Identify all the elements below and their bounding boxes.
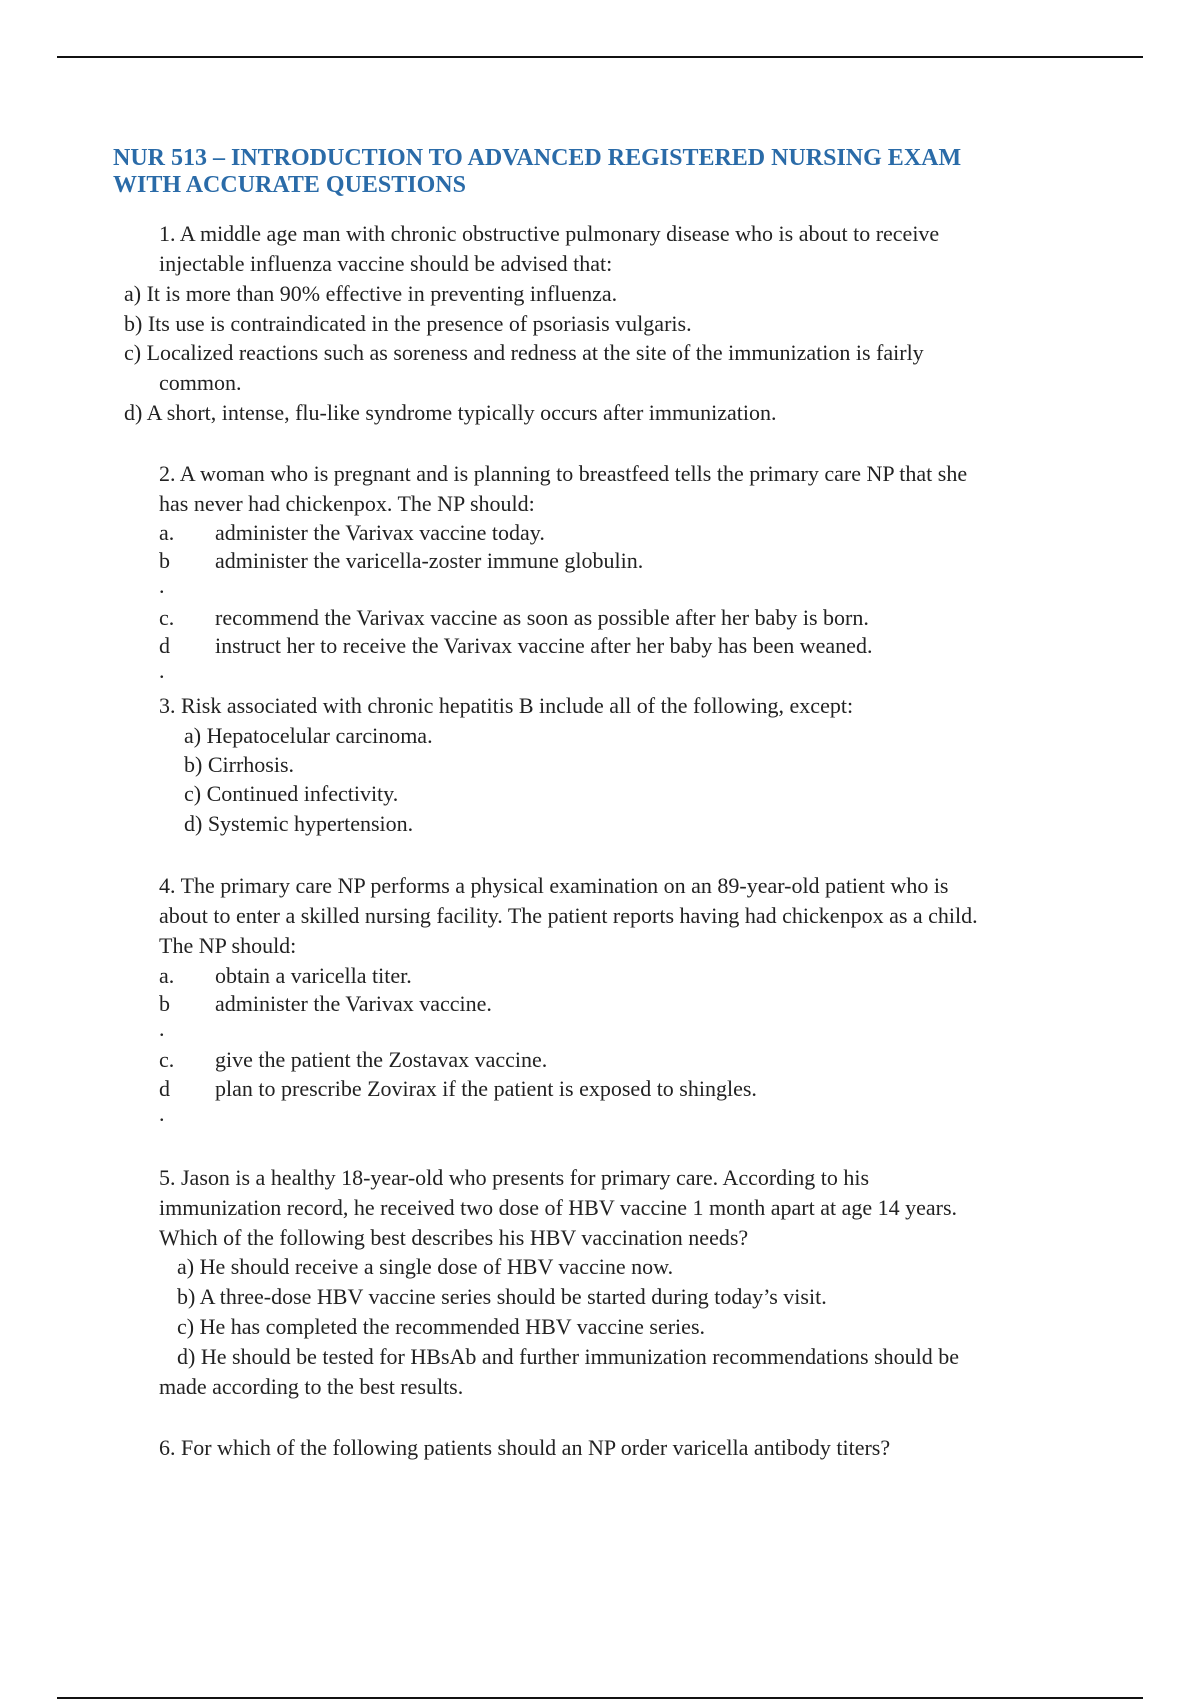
q1-option-d: d) A short, intense, flu-like syndrome typically occurs after immunization.	[124, 400, 777, 425]
q2-stem-line-1: 2. A woman who is pregnant and is planning to breastfeed tells the primary care NP that she	[159, 461, 968, 486]
q2-option-b-letter: b	[159, 548, 170, 573]
q5-option-d-continued: made according to the best results.	[159, 1374, 464, 1399]
q1-option-b: b) Its use is contraindicated in the presence of psoriasis vulgaris.	[124, 311, 692, 336]
q2-option-c-text: recommend the Varivax vaccine as soon as possible after her baby is born.	[215, 605, 869, 630]
q3-option-a: a) Hepatocelular carcinoma.	[184, 723, 433, 748]
q1-stem-line-1: 1. A middle age man with chronic obstructive pulmonary disease who is about to receive	[159, 221, 940, 246]
q1-option-c-continued: common.	[159, 370, 242, 395]
q1-option-c: c) Localized reactions such as soreness and redness at the site of the immunization is fairly	[124, 340, 924, 365]
q2-option-d-dot: .	[159, 658, 165, 683]
top-rule	[57, 56, 1143, 58]
q1-option-a: a) It is more than 90% effective in preventing influenza.	[124, 281, 618, 306]
q3-option-b: b) Cirrhosis.	[184, 752, 294, 777]
q4-option-b-letter: b	[159, 991, 170, 1016]
q5-stem-line-3: Which of the following best describes his HBV vaccination needs?	[159, 1225, 749, 1250]
q2-option-b-text: administer the varicella-zoster immune globulin.	[215, 548, 644, 573]
q2-option-d-letter: d	[159, 633, 170, 658]
q2-option-b-dot: .	[159, 573, 165, 598]
q4-option-a-text: obtain a varicella titer.	[215, 963, 412, 988]
bottom-rule	[57, 1697, 1143, 1699]
q2-option-d-text: instruct her to receive the Varivax vaccine after her baby has been weaned.	[215, 633, 873, 658]
title-line-2: WITH ACCURATE QUESTIONS	[113, 172, 466, 198]
q4-option-d-letter: d	[159, 1076, 170, 1101]
q5-stem-line-1: 5. Jason is a healthy 18-year-old who presents for primary care. According to his	[159, 1165, 870, 1190]
q4-stem-line-3: The NP should:	[159, 933, 297, 958]
q4-option-d-dot: .	[159, 1101, 165, 1126]
q4-stem-line-1: 4. The primary care NP performs a physical examination on an 89-year-old patient who is	[159, 873, 949, 898]
q4-option-b-text: administer the Varivax vaccine.	[215, 991, 492, 1016]
q3-option-c: c) Continued infectivity.	[184, 781, 399, 806]
q4-option-b-dot: .	[159, 1016, 165, 1041]
q5-option-a: a) He should receive a single dose of HBV vaccine now.	[177, 1254, 674, 1279]
q4-option-c-letter: c.	[159, 1047, 175, 1072]
q4-option-a-letter: a.	[159, 963, 175, 988]
q5-option-c: c) He has completed the recommended HBV vaccine series.	[177, 1314, 705, 1339]
q4-stem-line-2: about to enter a skilled nursing facility. The patient reports having had chickenpox as a child.	[159, 903, 978, 928]
q2-option-a-text: administer the Varivax vaccine today.	[215, 520, 545, 545]
document-title	[113, 145, 1093, 199]
q2-stem-line-2: has never had chickenpox. The NP should:	[159, 491, 535, 516]
q6-stem: 6. For which of the following patients should an NP order varicella antibody titers?	[159, 1435, 891, 1460]
title-line-1: NUR 513 – INTRODUCTION TO ADVANCED REGISTERED NURSING EXAM	[113, 145, 962, 171]
q1-stem-line-2: injectable influenza vaccine should be advised that:	[159, 251, 613, 276]
q4-option-c-text: give the patient the Zostavax vaccine.	[215, 1047, 548, 1072]
q3-stem: 3. Risk associated with chronic hepatitis B include all of the following, except:	[159, 693, 854, 718]
q5-option-d: d) He should be tested for HBsAb and further immunization recommendations should be	[177, 1344, 960, 1369]
q2-option-a-letter: a.	[159, 520, 175, 545]
q5-option-b: b) A three-dose HBV vaccine series should be started during today’s visit.	[177, 1284, 827, 1309]
q3-option-d: d) Systemic hypertension.	[184, 811, 414, 836]
q5-stem-line-2: immunization record, he received two dose of HBV vaccine 1 month apart at age 14 years.	[159, 1195, 958, 1220]
q4-option-d-text: plan to prescribe Zovirax if the patient is exposed to shingles.	[215, 1076, 757, 1101]
q2-option-c-letter: c.	[159, 605, 175, 630]
